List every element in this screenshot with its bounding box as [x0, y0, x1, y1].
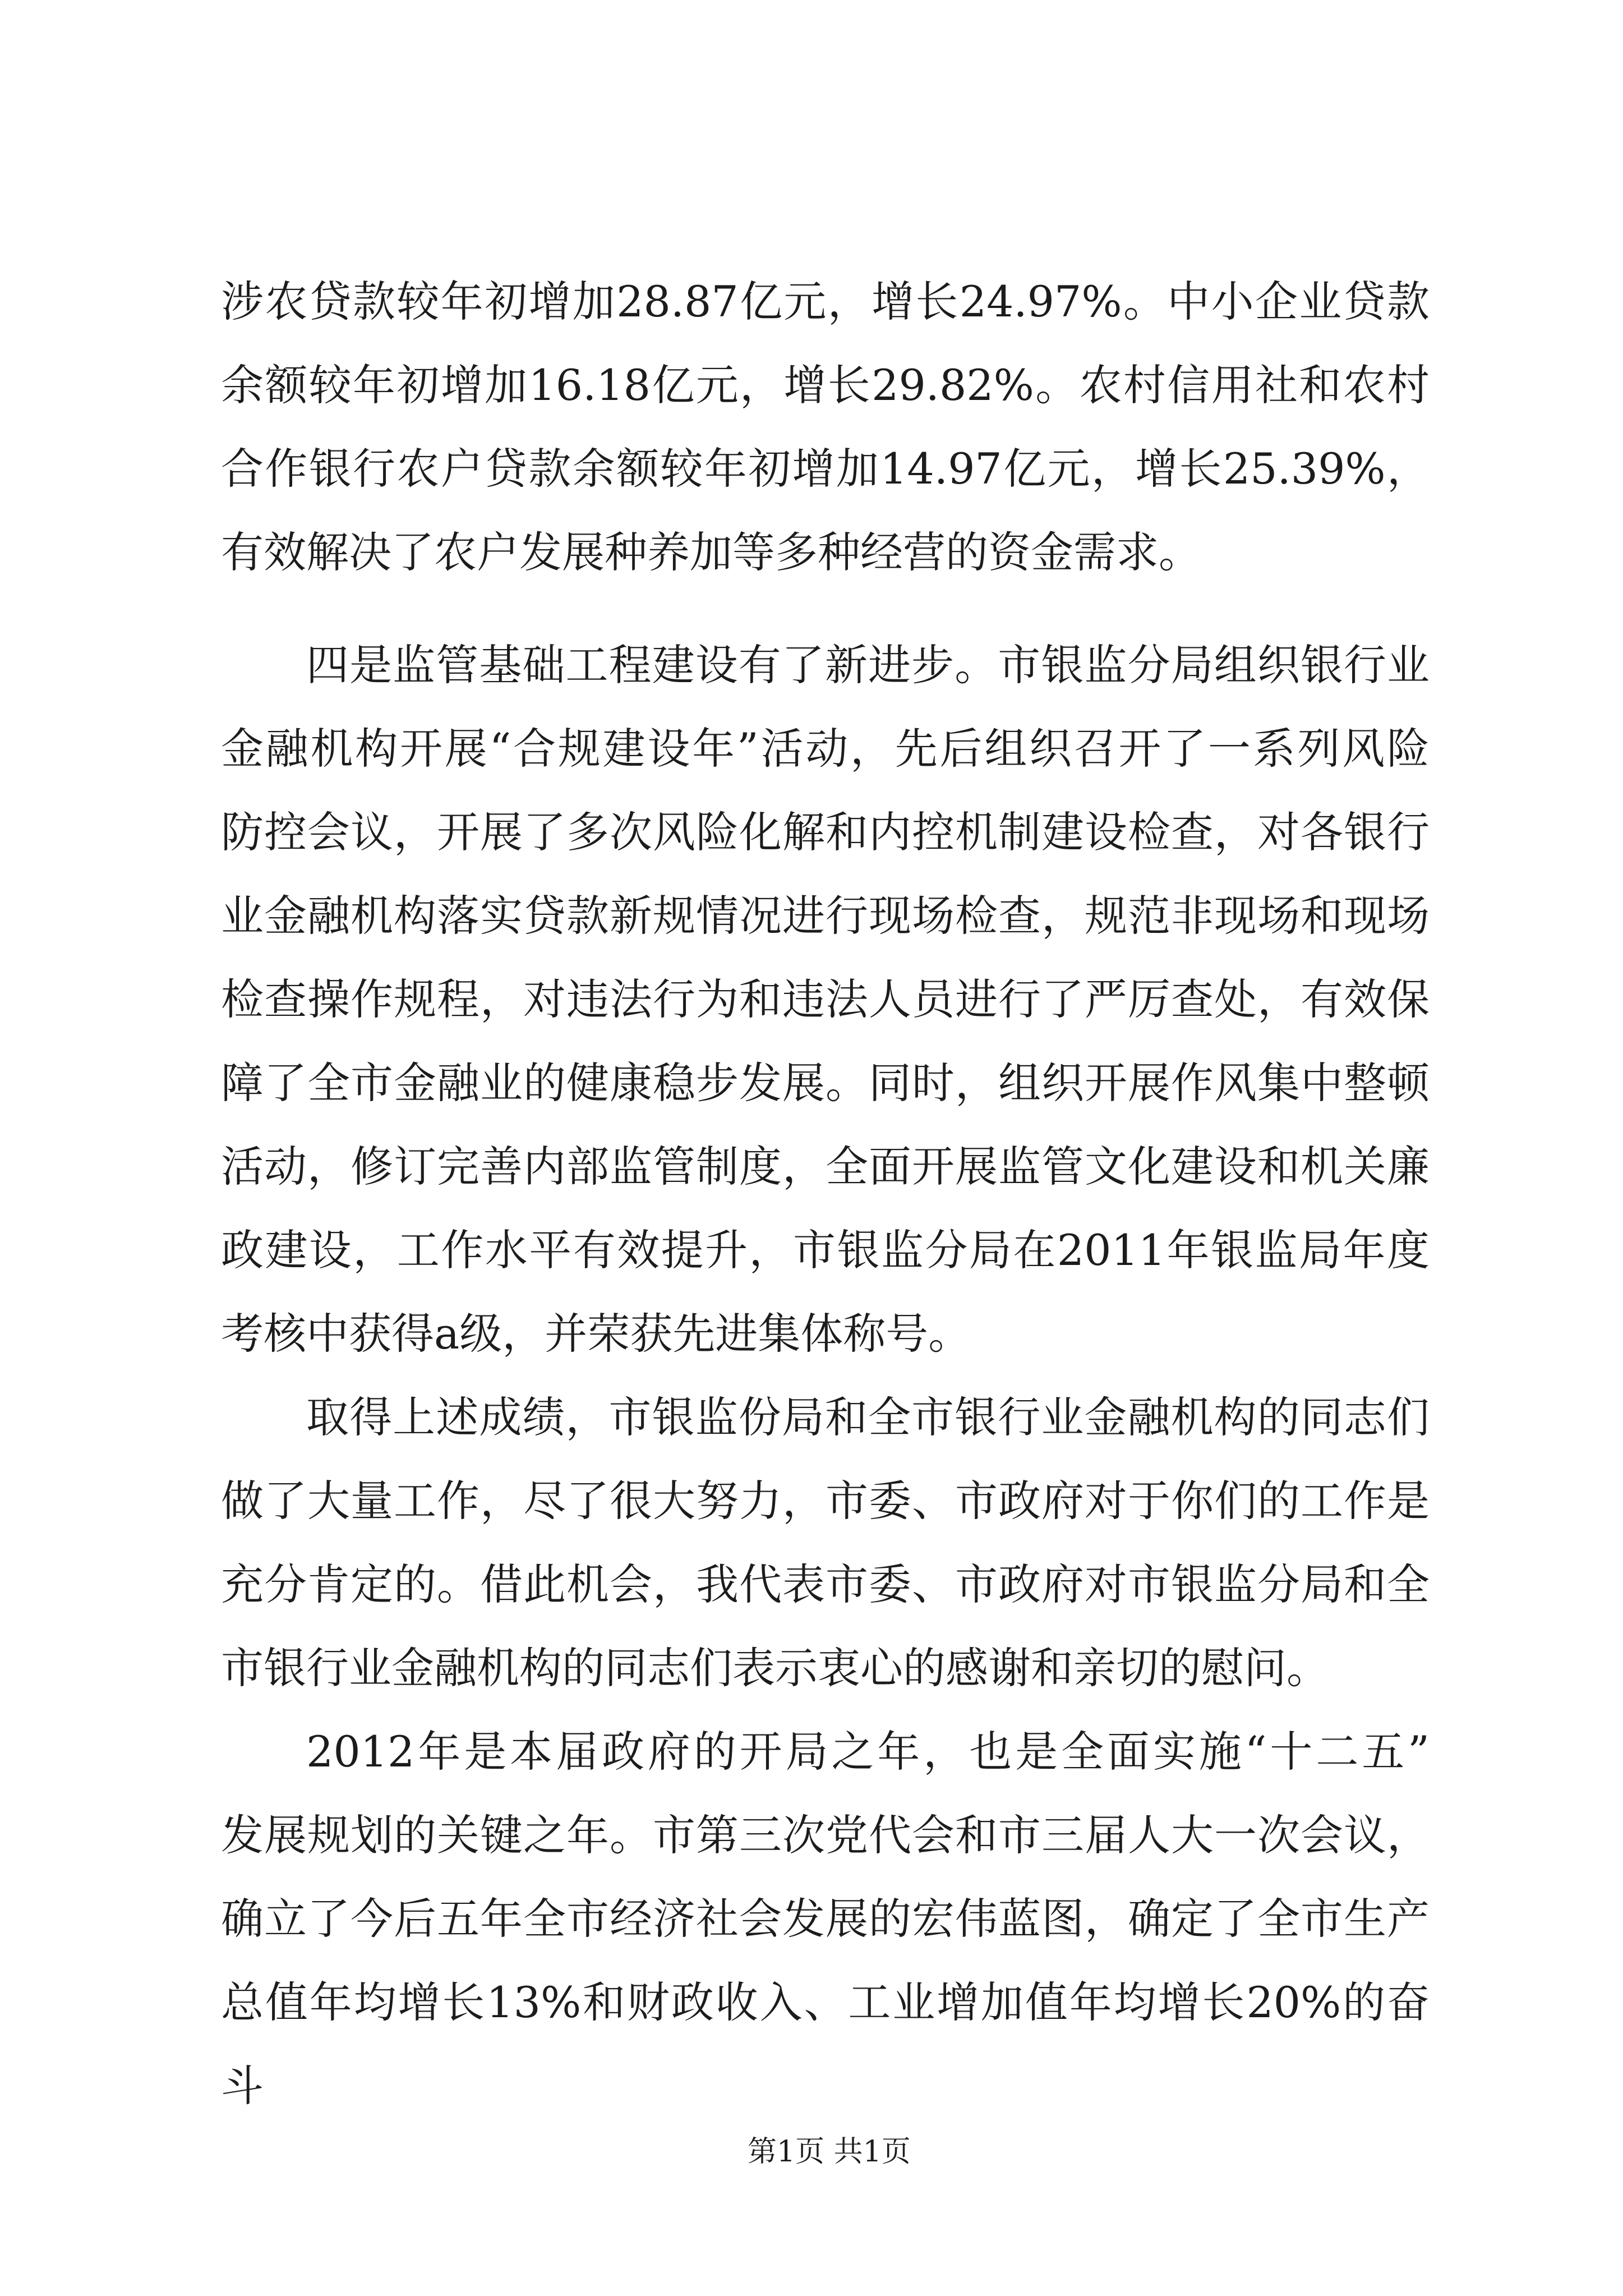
text-line: 市银行业金融机构的同志们表示衷心的感谢和亲切的慰问。: [221, 1643, 1329, 1693]
text-line: 做了大量工作，尽了很大努力，市委、市政府对于你们的工作是: [221, 1476, 1430, 1526]
text-line: 金融机构开展“合规建设年”活动，先后组织召开了一系列风险: [221, 724, 1430, 774]
text-line: 取得上述成绩，市银监份局和全市银行业金融机构的同志们: [306, 1392, 1430, 1442]
text-line: 政建设，工作水平有效提升，市银监分局在2011年银监局年度: [221, 1225, 1430, 1275]
text-line: 发展规划的关键之年。市第三次党代会和市三届人大一次会议，: [221, 1810, 1430, 1860]
text-line: 确立了今后五年全市经济社会发展的宏伟蓝图，确定了全市生产: [221, 1894, 1430, 1944]
text-line: 合作银行农户贷款余额较年初增加14.97亿元，增长25.39%，: [221, 444, 1430, 494]
text-line: 活动，修订完善内部监管制度，全面开展监管文化建设和机关廉: [221, 1142, 1430, 1191]
paragraph: [221, 1375, 1430, 1710]
text-line: 四是监管基础工程建设有了新进步。市银监分局组织银行业: [306, 640, 1430, 690]
document-body: [221, 260, 1430, 2111]
text-line: 检查操作规程，对违法行为和违法人员进行了严厉查处，有效保: [221, 974, 1430, 1024]
page-footer: 第1页 共1页: [748, 2135, 911, 2169]
text-line: 有效解决了农户发展种养加等多种经营的资金需求。: [221, 527, 1201, 577]
paragraph: [221, 260, 1430, 594]
text-line: 充分肯定的。借此机会，我代表市委、市政府对市银监分局和全: [221, 1559, 1430, 1609]
text-line: 考核中获得a级，并荣获先进集体称号。: [221, 1309, 971, 1359]
text-line: 总值年均增长13%和财政收入、工业增加值年均增长20%的奋斗: [221, 1977, 1430, 2111]
text-line: 涉农贷款较年初增加28.87亿元，增长24.97%。中小企业贷款: [221, 277, 1430, 326]
text-line: 余额较年初增加16.18亿元，增长29.82%。农村信用社和农村: [221, 360, 1430, 410]
paragraph: [221, 623, 1430, 1375]
text-line: 防控会议，开展了多次风险化解和内控机制建设检查，对各银行: [221, 807, 1430, 857]
text-line: 2012年是本届政府的开局之年，也是全面实施“十二五”: [306, 1727, 1430, 1777]
text-line: 业金融机构落实贷款新规情况进行现场检查，规范非现场和现场: [221, 891, 1430, 941]
paragraph: [221, 1710, 1430, 2111]
text-line: 障了全市金融业的健康稳步发展。同时，组织开展作风集中整顿: [221, 1058, 1430, 1108]
